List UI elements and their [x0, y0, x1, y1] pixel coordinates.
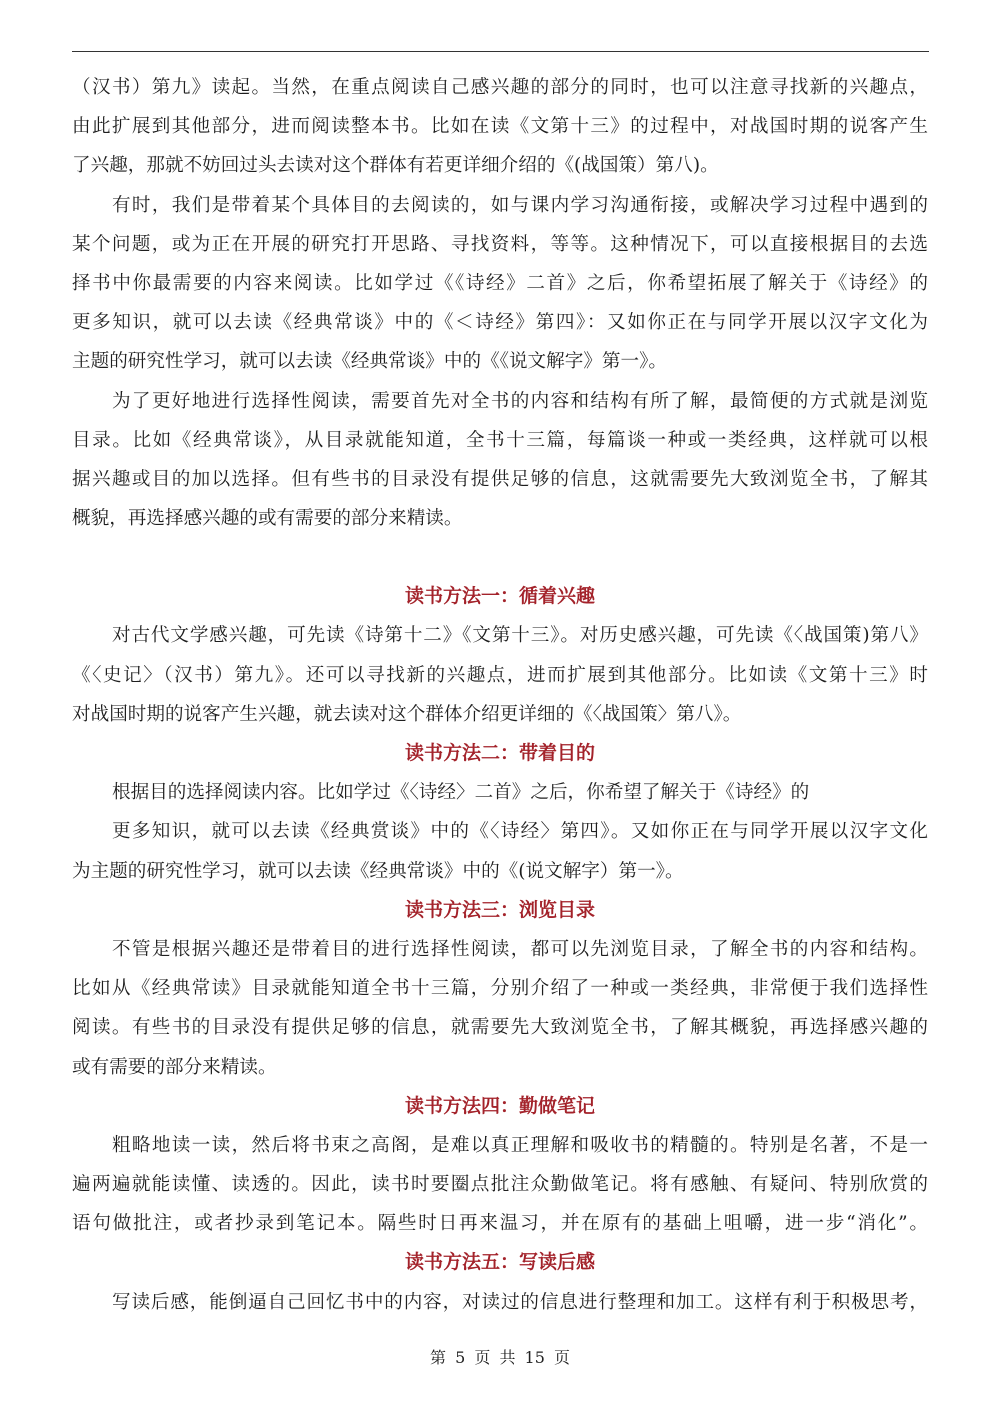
paragraph [72, 930, 928, 1087]
paragraph [72, 382, 928, 539]
text-line: 了兴趣，那就不妨回过头去读对这个群体有若更详细介绍的《(战国策）第八)。 [72, 155, 719, 177]
text-line: 《〈史记〉（汉书）第九》。还可以寻找新的兴趣点，进而扩展到其他部分。比如读《文第十三》时 [72, 664, 928, 686]
document-body [72, 68, 928, 1322]
text-line: 阅读。有些书的目录没有提供足够的信息，就需要先大致浏览全书，了解其概貌，再选择感兴趣的 [72, 1017, 928, 1039]
text-line: 主题的研究性学习，就可以去读《经典常谈》中的《《说文解字》第一》。 [72, 351, 667, 373]
text-line: 目录。比如《经典常谈》，从目录就能知道，全书十三篇，每篇谈一种或一类经典，这样就可以根 [72, 429, 928, 451]
paragraph [72, 68, 928, 186]
spacer [72, 538, 928, 577]
paragraph [72, 186, 928, 382]
section-heading: 读书方法四：勤做笔记 [404, 1094, 595, 1117]
text-line: 不管是根据兴趣还是带着目的进行选择性阅读，都可以先浏览目录，了解全书的内容和结构。 [112, 938, 928, 960]
text-line: 粗略地读一读，然后将书束之高阁，是难以真正理解和吸收书的精髓的。特别是名著，不是一 [112, 1134, 928, 1156]
section-heading: 读书方法五：写读后感 [404, 1251, 595, 1274]
text-line: 遍两遍就能读懂、读透的。因此，读书时要圈点批注众勤做笔记。将有感触、有疑问、特别欣赏的 [72, 1174, 928, 1196]
paragraph [72, 1126, 928, 1244]
text-line: 写读后感，能倒逼自己回忆书中的内容，对读过的信息进行整理和加工。这样有利于积极思考， [112, 1291, 928, 1313]
text-line: 对战国时期的说客产生兴趣，就去读对这个群体介绍更详细的《〈战国策〉第八》。 [72, 703, 742, 725]
paragraph [72, 1283, 928, 1322]
section-heading: 读书方法三：浏览目录 [404, 898, 595, 921]
paragraph [72, 616, 928, 734]
text-line: 概貌，再选择感兴趣的或有需要的部分来精读。 [72, 508, 463, 530]
text-line: 据兴趣或目的加以选择。但有些书的目录没有提供足够的信息，这就需要先大致浏览全书，了解其 [72, 468, 928, 490]
text-line: 根据目的选择阅读内容。比如学过《〈诗经〉二首》之后，你希望了解关于《诗经》的 [112, 782, 810, 804]
text-line: 更多知识，就可以去读《经典赏谈》中的《〈诗经〉第四》。又如你正在与同学开展以汉字文化 [112, 821, 928, 843]
text-line: 为主题的研究性学习，就可以去读《经典常谈》中的《(说文解字）第一》。 [72, 860, 684, 882]
header-rule [72, 51, 929, 52]
text-line: 有时，我们是带着某个具体目的去阅读的，如与课内学习沟通衔接，或解决学习过程中遇到的 [112, 194, 928, 216]
text-line: 由此扩展到其他部分，进而阅读整本书。比如在读《文第十三》的过程中，对战国时期的说客产生 [72, 116, 928, 138]
section-heading: 读书方法一：循着兴趣 [404, 585, 595, 608]
text-line: 择书中你最需要的内容来阅读。比如学过《《诗经》二首》之后，你希望拓展了解关于《诗经》的 [72, 272, 928, 294]
section-heading: 读书方法二：带着目的 [404, 742, 595, 764]
text-line: 某个问题，或为正在开展的研究打开思路、寻找资料，等等。这种情况下，可以直接根据目的去选 [72, 233, 928, 255]
text-line: （汉书）第九》读起。当然，在重点阅读自己感兴趣的部分的同时，也可以注意寻找新的兴趣点， [72, 77, 928, 98]
text-line: 更多知识，就可以去读《经典常谈》中的《＜诗经》第四》：又如你正在与同学开展以汉字文化为 [72, 312, 928, 334]
text-line: 对古代文学感兴趣，可先读《诗第十二》《文第十三》。对历史感兴趣，可先读《〈战国策)第八》 [112, 625, 928, 647]
text-line: 或有需要的部分来精读。 [72, 1056, 277, 1078]
text-line: 比如从《经典常读》目录就能知道全书十三篇，分别介绍了一种或一类经典，非常便于我们选择性 [72, 978, 928, 1000]
text-line: 为了更好地进行选择性阅读，需要首先对全书的内容和结构有所了解，最简便的方式就是浏览 [112, 390, 928, 412]
paragraph [72, 773, 928, 891]
page-number: 第 5 页 共 15 页 [430, 1348, 570, 1367]
text-line: 语句做批注，或者抄录到笔记本。隔些时日再来温习，并在原有的基础上咀嚼，进一步“消化”。 [72, 1213, 928, 1235]
